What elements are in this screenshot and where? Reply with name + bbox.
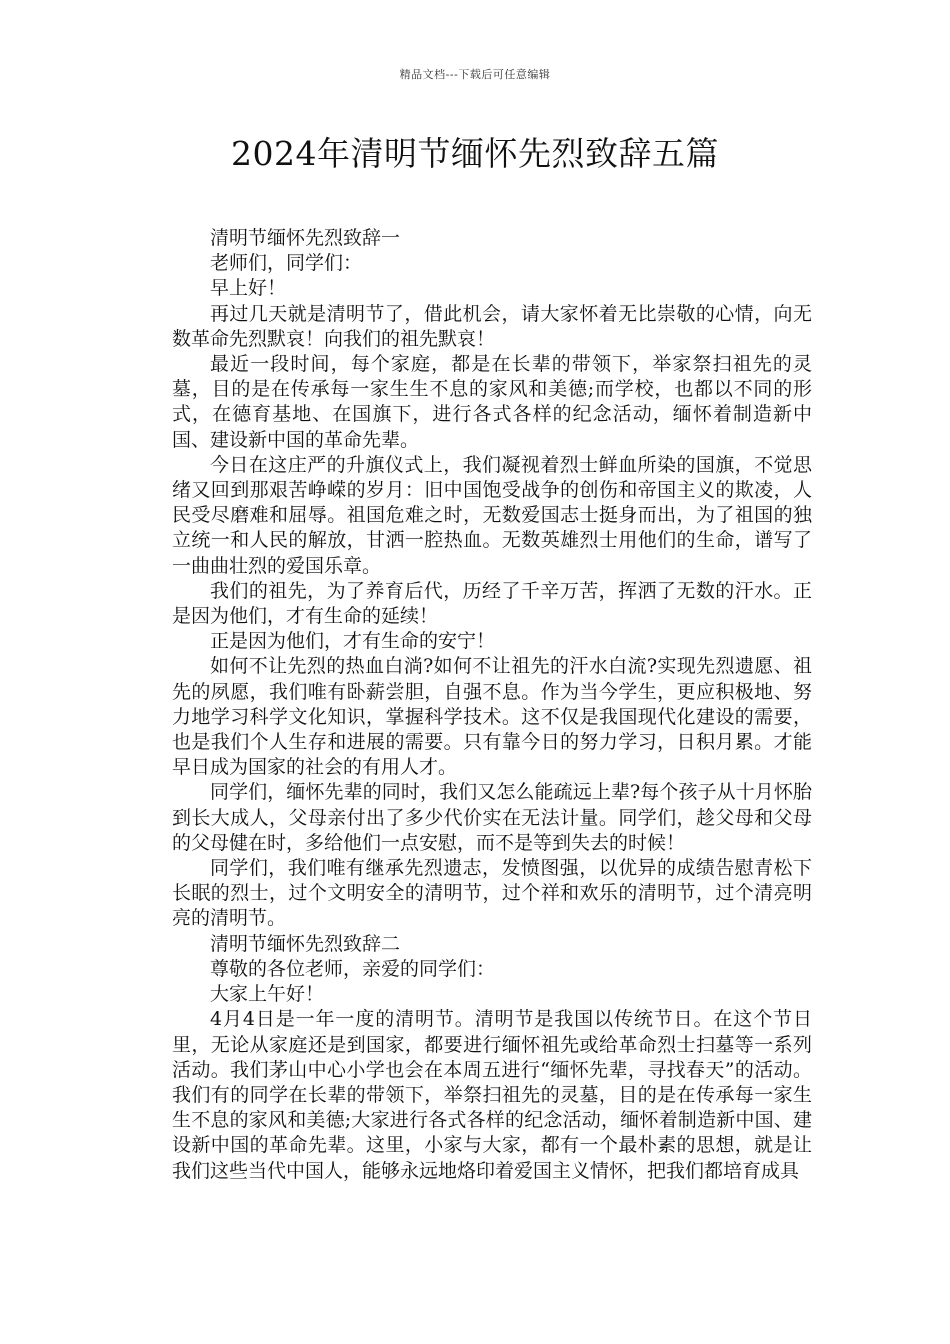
paragraph: 最近一段时间，每个家庭，都是在长辈的带领下，举家祭扫祖先的灵墓，目的是在传承每一家生生不息的家风和美德;而学校，也都以不同的形式，在德育基地、在国旗下，进行各式各样的纪念活动，缅怀着制造新中国、建设新中国的革命先辈。 xyxy=(172,353,812,451)
paragraph: 正是因为他们，才有生命的安宁！ xyxy=(210,630,496,653)
paragraph: 今日在这庄严的升旗仪式上，我们凝视着烈士鲜血所染的国旗，不觉思绪又回到那艰苦峥嵘的岁月：旧中国饱受战争的创伤和帝国主义的欺凌，人民受尽磨难和屈辱。祖国危难之时，无数爱国志士挺身而出，为了祖国的独立统一和人民的解放，甘洒一腔热血。无数英雄烈士用他们的生命，谱写了一曲曲壮烈的爱国乐章。 xyxy=(172,453,812,577)
paragraph: 我们的祖先，为了养育后代，历经了千辛万苦，挥洒了无数的汗水。正是因为他们，才有生命的延续！ xyxy=(172,579,812,628)
paragraph: 再过几天就是清明节了，借此机会，请大家怀着无比崇敬的心情，向无数革命先烈默哀！向我们的祖先默哀！ xyxy=(172,302,812,350)
document-title: 2024年清明节缅怀先烈致辞五篇 xyxy=(231,134,719,173)
paragraph: 4月4日是一年一度的清明节。清明节是我国以传统节日。在这个节日里，无论从家庭还是到国家，都要进行缅怀祖先或给革命烈士扫墓等一系列活动。我们茅山中心小学也会在本周五进行“缅怀先辈，寻找春天”的活动。我们有的同学在长辈的带领下，举祭扫祖先的灵墓，目的是在传承每一家生生不息的家风和美德;大家进行各式各样的纪念活动，缅怀着制造新中国、建设新中国的革命先辈。这里，小家与大家，都有一个最朴素的思想，就是让我们这些当代中国人，能够永远地烙印着爱国主义情怀，把我们都培育成具 xyxy=(172,1008,812,1182)
section-heading-2: 清明节缅怀先烈致辞二 xyxy=(210,932,401,955)
paragraph: 如何不让先烈的热血白淌?如何不让祖先的汗水白流?实现先烈遗愿、祖先的夙愿，我们唯有卧薪尝胆，自强不息。作为当今学生，更应积极地、努力地学习科学文化知识，掌握科学技术。这不仅是我国现代化建设的需要，也是我们个人生存和进展的需要。只有靠今日的努力学习，日积月累。才能早日成为国家的社会的有用人才。 xyxy=(172,655,812,779)
header-note: 精品文档---下载后可任意编辑 xyxy=(399,68,551,81)
salutation: 尊敬的各位老师，亲爱的同学们： xyxy=(210,957,496,980)
section-heading-1: 清明节缅怀先烈致辞一 xyxy=(210,227,401,249)
paragraph: 同学们，我们唯有继承先烈遗志，发愤图强，以优异的成绩告慰青松下长眠的烈士，过个文明安全的清明节，过个祥和欢乐的清明节，过个清亮明亮的清明节。 xyxy=(172,857,812,930)
paragraph: 同学们，缅怀先辈的同时，我们又怎么能疏远上辈?每个孩子从十月怀胎到长大成人，父母亲付出了多少代价实在无法计量。同学们，趁父母和父母的父母健在时，多给他们一点安慰，而不是等到失去的时候！ xyxy=(172,781,812,854)
salutation: 老师们，同学们： xyxy=(210,252,363,275)
greeting: 大家上午好！ xyxy=(210,983,325,1006)
document-body xyxy=(172,226,812,1184)
greeting: 早上好！ xyxy=(210,277,287,300)
